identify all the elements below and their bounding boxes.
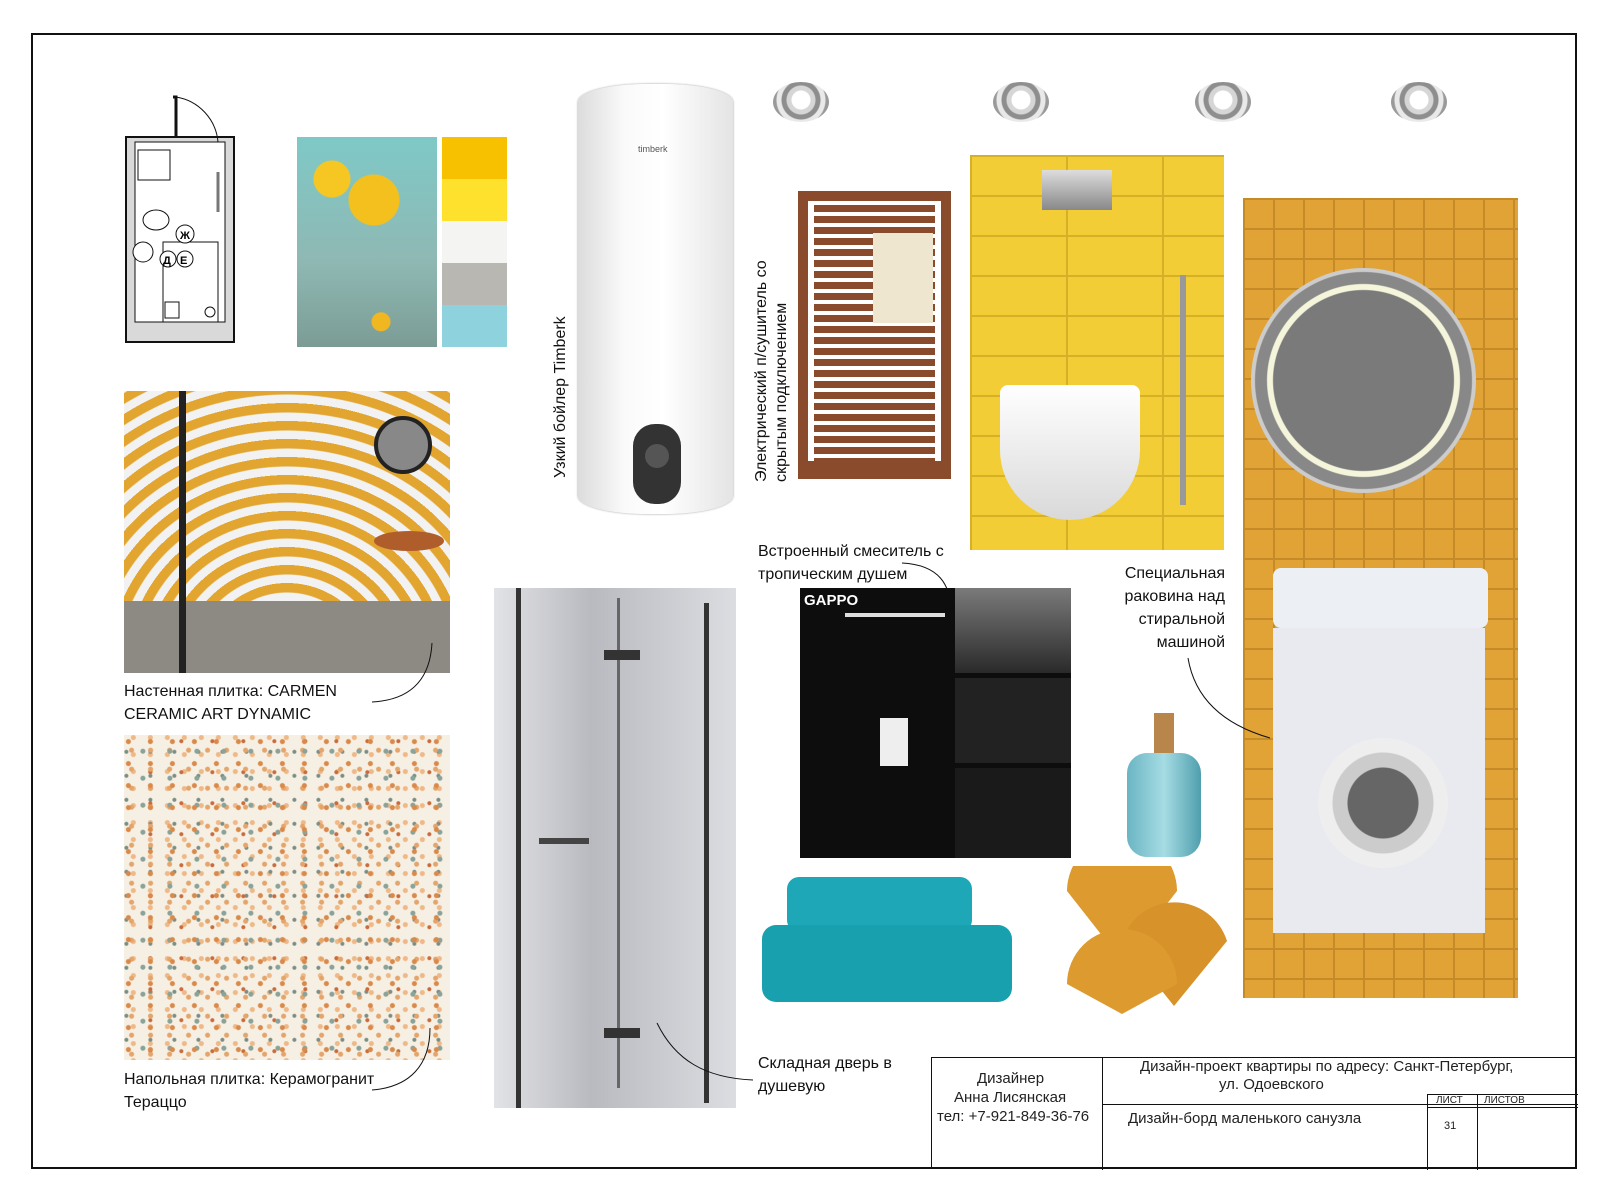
plan-mark-d: Д — [163, 255, 171, 267]
floor-tile-label-line: Напольная плитка: Керамогранит — [124, 1071, 375, 1088]
plan-mark-zh: Ж — [180, 230, 190, 242]
boiler-brand: timberk — [638, 144, 668, 154]
boiler-image — [578, 84, 733, 514]
shower-door-label — [758, 1052, 892, 1098]
sheet-label: ЛИСТ — [1436, 1095, 1463, 1106]
fan-tiles-image — [1062, 866, 1232, 1016]
project-title-line2: ул. Одоевского — [1219, 1076, 1324, 1093]
round-mirror — [1251, 268, 1476, 493]
washbasin — [1273, 568, 1488, 628]
washing-machine — [1273, 628, 1485, 933]
ceiling-spot-light — [993, 82, 1049, 122]
towel-dryer-image — [798, 191, 951, 479]
palette-swatch — [442, 137, 507, 179]
flower-photo — [297, 137, 437, 347]
dryer-label-line2: скрытым подключением — [773, 302, 790, 482]
wall-tile-label-line: CERAMIC ART DYNAMIC — [124, 706, 311, 723]
sheet-number: 31 — [1444, 1120, 1457, 1132]
palette-swatch — [442, 263, 507, 305]
flush-plate — [1042, 170, 1112, 210]
wall-tile-photo — [124, 391, 450, 673]
floor-tile-label-line: Тераццо — [124, 1094, 187, 1111]
shower-door-label-line: Складная дверь в — [758, 1055, 892, 1072]
color-palette — [442, 137, 507, 347]
sink-label-line: стиральной — [1138, 611, 1225, 628]
sink-label — [1100, 562, 1225, 654]
shower-mixer-image — [800, 588, 1071, 858]
dryer-label-line1: Электрический п/сушитель со — [753, 260, 770, 482]
shower-door-leader-line — [655, 1020, 755, 1085]
palette-swatch — [442, 221, 507, 263]
sheet-title: Дизайн-борд маленького санузла — [1128, 1110, 1362, 1127]
wall-tile-label-line: Настенная плитка: CARMEN — [124, 683, 337, 700]
designer-name: Анна Лисянская — [954, 1089, 1067, 1106]
palette-swatch — [442, 305, 507, 347]
shower-door-label-line: душевую — [758, 1078, 826, 1095]
boiler-label: Узкий бойлер Timberk — [552, 316, 569, 478]
boiler-dial — [645, 444, 669, 468]
ceiling-spot-light — [1391, 82, 1447, 122]
sink-washer-image — [1243, 198, 1518, 998]
title-block — [931, 1057, 1577, 1169]
plan-mark-e: Е — [180, 255, 188, 267]
mixer-label-line: Встроенный смеситель с — [758, 543, 944, 560]
sheets-label: ЛИСТОВ — [1484, 1095, 1525, 1106]
designer-phone: тел: +7-921-849-36-76 — [937, 1108, 1090, 1125]
soap-dispenser-image — [1127, 713, 1201, 857]
designer-role: Дизайнер — [977, 1070, 1045, 1087]
mixer-label-line: тропическим душем — [758, 566, 908, 583]
sink-label-line: машиной — [1156, 634, 1225, 651]
sink-label-line: Специальная — [1124, 565, 1225, 582]
floor-tile-sample — [124, 735, 450, 1060]
floor-tile-leader-line — [370, 1025, 440, 1095]
floor-tile-label — [124, 1068, 374, 1114]
gappo-logo: GAPPO — [804, 592, 859, 609]
palette-swatch — [442, 179, 507, 221]
toilet-wall-image — [970, 155, 1224, 550]
project-title-line1: Дизайн-проект квартиры по адресу: Санкт-Петербург, — [1140, 1058, 1514, 1075]
wall-tile-leader-line — [370, 640, 440, 705]
sink-label-line: раковина над — [1124, 588, 1225, 605]
ceiling-spot-light — [773, 82, 829, 122]
ceiling-spot-light — [1195, 82, 1251, 122]
toilet-bowl — [1000, 385, 1140, 520]
wall-tile-label — [124, 680, 337, 726]
hygienic-shower — [1180, 275, 1186, 505]
towels-image — [762, 877, 1012, 1002]
floor-plan — [118, 92, 243, 352]
